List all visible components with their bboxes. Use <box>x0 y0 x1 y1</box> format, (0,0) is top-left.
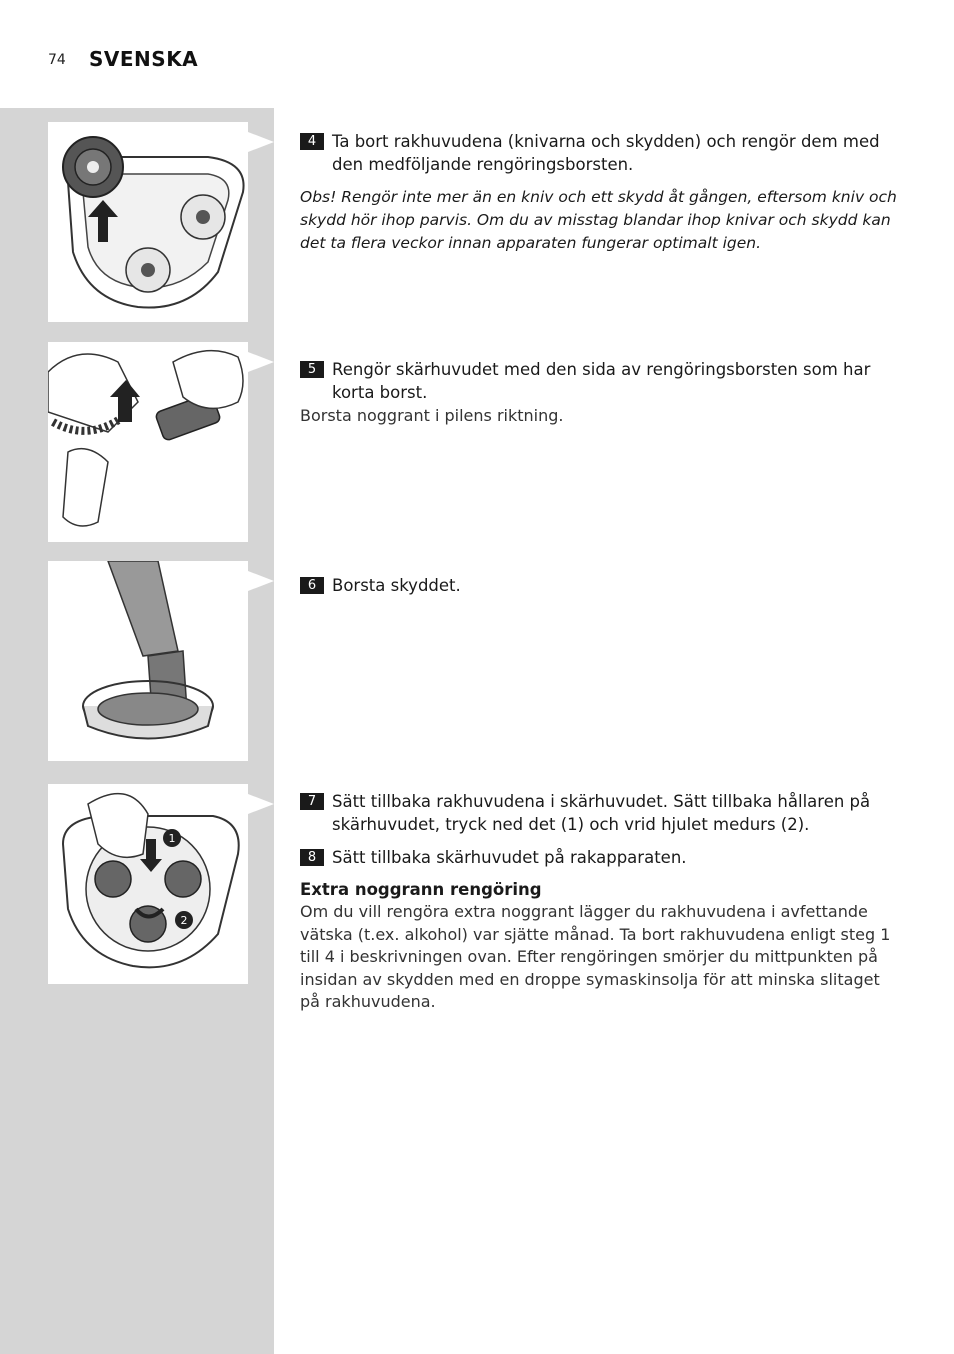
figure-pointer <box>248 132 274 152</box>
step-number-badge: 6 <box>300 577 324 594</box>
step-number-badge: 7 <box>300 793 324 810</box>
step-4 <box>300 130 900 176</box>
figure-pointer <box>248 352 274 372</box>
illustration-brush-guard <box>48 561 248 761</box>
step-8 <box>300 846 900 869</box>
section-paragraph: Om du vill rengöra extra noggrant lägger du rakhuvudena i avfettande vätska (t.ex. alkohol) var sjätte månad. Ta bort rakhuvudena enligt steg 1 till 4 i beskrivningen ovan. Efter rengöringen smörjer du mittpunkten på insidan av skydden med en droppe symaskinsolja för att minska slitaget på rakhuvudena. <box>300 902 891 1011</box>
fig7-label-2: 2 <box>180 914 188 927</box>
step-7 <box>300 790 900 836</box>
step-7-8-block <box>300 790 900 1014</box>
step-number-badge: 8 <box>300 849 324 866</box>
figure-pointer <box>248 571 274 591</box>
illustration-remove-shaving-heads <box>48 122 248 322</box>
step-text: Sätt tillbaka rakhuvudena i skärhuvudet. Sätt tillbaka hållaren på skärhuvudet, tryck ned det (1) och vrid hjulet medurs (2). <box>332 792 871 834</box>
step-6-block <box>300 574 900 607</box>
step-5-block <box>300 358 900 427</box>
illustration-reassemble-holder <box>48 784 248 984</box>
step-text: Rengör skärhuvudet med den sida av rengöringsborsten som har korta borst. <box>332 360 871 402</box>
page-language-heading: SVENSKA <box>89 47 199 71</box>
step-4-note: Obs! Rengör inte mer än en kniv och ett skydd åt gången, eftersom kniv och skydd hör ihop parvis. Om du av misstag blandar ihop knivar och skydd kan det ta flera veckor innan apparaten fungerar optimalt igen. <box>300 188 897 252</box>
step-6 <box>300 574 900 597</box>
fig7-label-1: 1 <box>168 832 176 845</box>
figure-pointer <box>248 794 274 814</box>
page-number: 74 <box>48 52 66 68</box>
section-heading: Extra noggrann rengöring <box>300 880 542 899</box>
step-text: Ta bort rakhuvudena (knivarna och skydden) och rengör dem med den medföljande rengöringsborsten. <box>332 132 880 174</box>
illustration-brush-shaving-unit <box>48 342 248 542</box>
step-text: Sätt tillbaka skärhuvudet på rakapparaten. <box>332 848 687 867</box>
step-5-extra: Borsta noggrant i pilens riktning. <box>300 406 564 425</box>
step-4-block <box>300 130 900 255</box>
step-text: Borsta skyddet. <box>332 576 461 595</box>
step-number-badge: 5 <box>300 361 324 378</box>
step-5 <box>300 358 900 404</box>
step-number-badge: 4 <box>300 133 324 150</box>
